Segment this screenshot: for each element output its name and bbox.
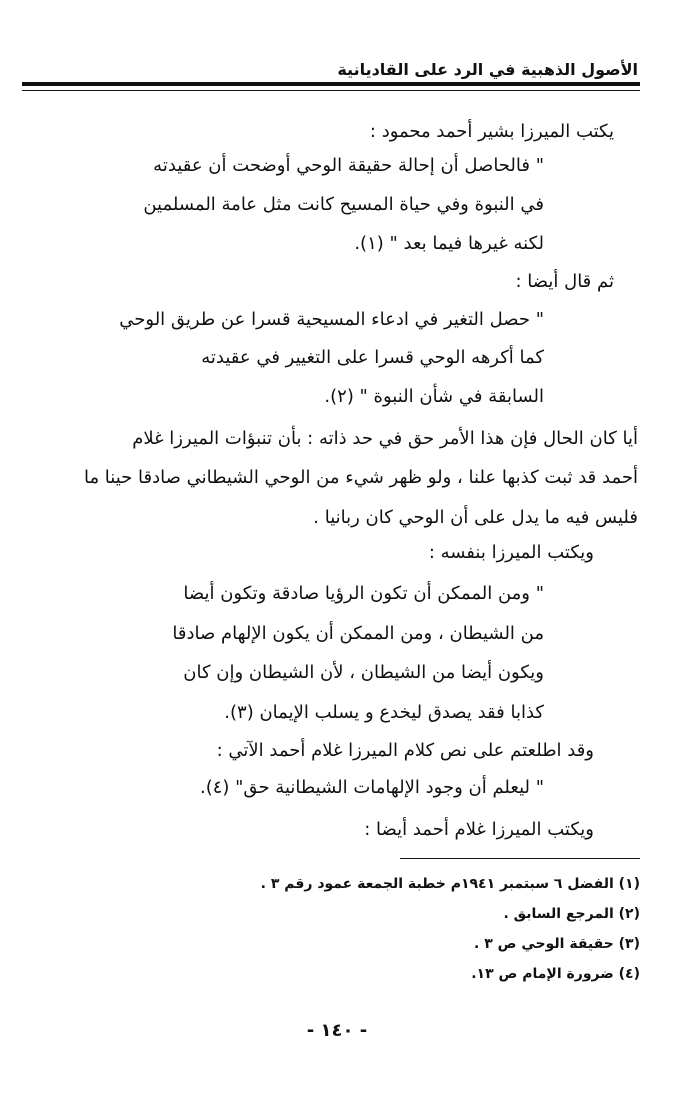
footnote: (٢) المرجع السابق . [503,906,640,922]
text-line: ويكتب الميرزا بنفسه : [428,542,594,563]
header-title: الأصول الذهبية في الرد على القاديانية [337,60,638,79]
text-line: " ليعلم أن وجود الإلهامات الشيطانية حق" (٤). [199,777,544,798]
text-line: لكنه غيرها فيما بعد " (١). [354,233,544,254]
footnote: (١) الفضل ٦ سبتمبر ١٩٤١م خطبة الجمعة عمود رقم ٣ . [260,876,640,892]
text-line: ويكتب الميرزا غلام أحمد أيضا : [364,819,594,840]
text-line: وقد اطلعتم على نص كلام الميرزا غلام أحمد الآتي : [216,740,594,761]
text-line: كما أكرهه الوحي قسرا على التغيير في عقيدته [201,347,544,368]
text-line: السابقة في شأن النبوة " (٢). [324,386,544,407]
text-line: " حصل التغير في ادعاء المسيحية قسرا عن طريق الوحي [119,309,544,330]
text-line: أيا كان الحال فإن هذا الأمر حق في حد ذاته : بأن تنبؤات الميرزا غلام [132,428,638,449]
text-line: في النبوة وفي حياة المسيح كانت مثل عامة المسلمين [143,194,544,215]
text-line: يكتب الميرزا بشير أحمد محمود : [369,121,614,142]
text-line: " فالحاصل أن إحالة حقيقة الوحي أوضحت أن عقيدته [153,155,544,176]
text-line: كذابا فقد يصدق ليخدع و يسلب الإيمان (٣). [224,702,544,723]
text-line: " ومن الممكن أن تكون الرؤيا صادقة وتكون أيضا [183,583,544,604]
page-number: - ١٤٠ - [306,1020,368,1041]
text-line: أحمد قد ثبت كذبها علنا ، ولو ظهر شيء من الوحي الشيطاني صادقا حينا ما [83,467,638,488]
text-line: فليس فيه ما يدل على أن الوحي كان ربانيا . [313,507,638,528]
header-rule-thick [22,82,640,86]
text-line: ويكون أيضا من الشيطان ، لأن الشيطان وإن كان [183,662,544,683]
text-line: ثم قال أيضا : [515,271,614,292]
footnote-separator [400,858,640,859]
header-rule-thin [22,90,640,91]
footnote: (٣) حقيقة الوحي ص ٣ . [474,936,640,952]
footnote: (٤) ضرورة الإمام ص ١٣. [471,966,640,982]
text-line: من الشيطان ، ومن الممكن أن يكون الإلهام صادقا [172,623,544,644]
